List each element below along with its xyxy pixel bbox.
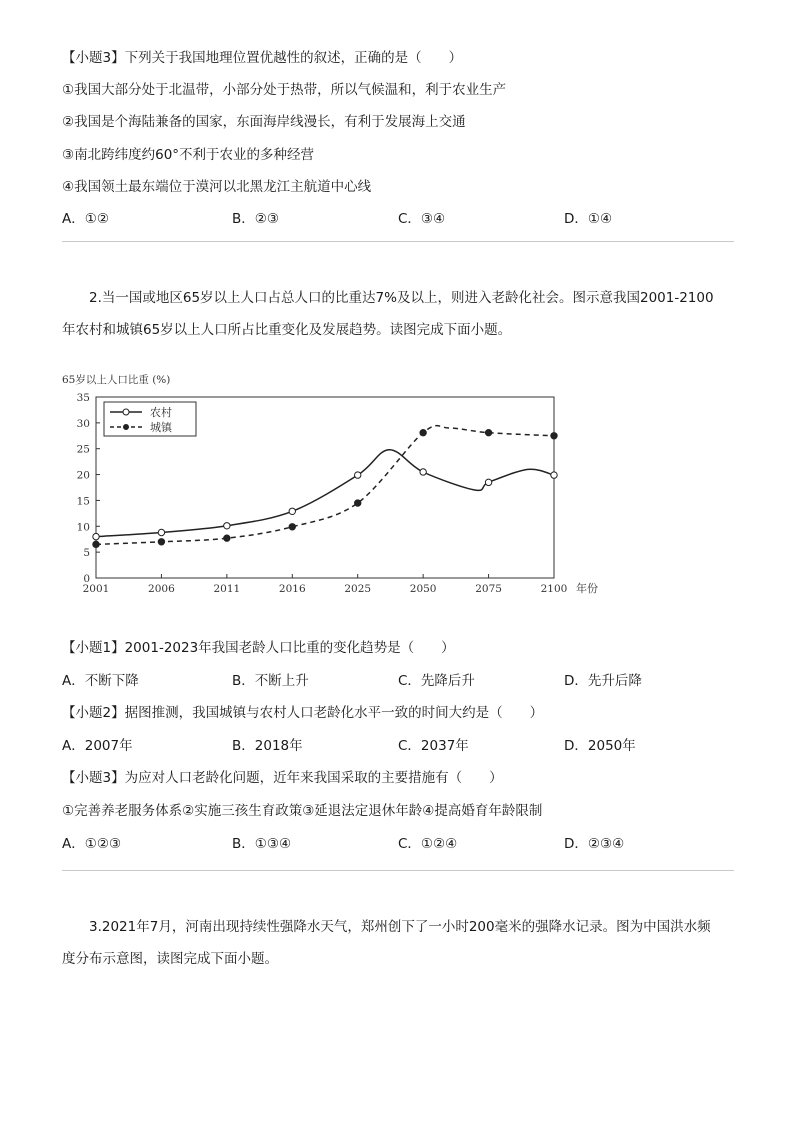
rural-series-line	[96, 450, 554, 537]
legend-urban-marker	[123, 424, 129, 430]
sub3-statements: ①完善养老服务体系②实施三孩生育政策③延退法定退休年龄④提高婚育年龄限制	[62, 803, 543, 819]
q2-intro-line1: 2.当一国或地区65岁以上人口占总人口的比重达7%及以上，则进入老龄化社会。图示意我国2001-2100	[89, 290, 714, 306]
legend-urban-label: 城镇	[150, 421, 172, 434]
rural-data-point	[551, 472, 557, 478]
q2-intro-line2: 年农村和城镇65岁以上人口所占比重变化及发展趋势。读图完成下面小题。	[62, 322, 512, 338]
statement-2: ②我国是个海陆兼备的国家，东面海岸线漫长，有利于发展海上交通	[62, 114, 466, 130]
statement-3: ③南北跨纬度约60°不利于农业的多种经营	[62, 147, 315, 163]
x-tick-label: 2016	[278, 583, 306, 595]
option-b[interactable]: B．②③	[232, 211, 279, 227]
y-tick-label: 20	[76, 469, 90, 482]
x-tick-label: 2006	[148, 583, 175, 595]
sub2-option-c[interactable]: C．2037年	[398, 738, 469, 754]
rural-data-point	[485, 479, 491, 485]
q3-intro-line1: 3.2021年7月，河南出现持续性强降水天气，郑州创下了一小时200毫米的强降水记录。图为中国洪水频	[89, 919, 711, 935]
sub3-option-c[interactable]: C．①②④	[398, 836, 458, 852]
x-tick-label: 2100	[540, 583, 568, 595]
legend	[104, 402, 196, 436]
legend-rural-label: 农村	[150, 406, 172, 419]
urban-data-point	[224, 535, 230, 541]
statement-4: ④我国领土最东端位于漠河以北黑龙江主航道中心线	[62, 179, 372, 195]
rural-data-point	[420, 469, 426, 475]
rural-data-point	[289, 508, 295, 514]
sub1-stem: 【小题1】2001-2023年我国老龄人口比重的变化趋势是（ ）	[62, 640, 455, 656]
y-axis-label: 65岁以上人口比重 (%)	[62, 374, 171, 386]
y-tick-label: 0	[83, 573, 90, 585]
rural-data-point	[224, 523, 230, 529]
x-tick-label: 2075	[475, 583, 502, 595]
x-tick-label: 2050	[409, 583, 437, 595]
sub3-option-b[interactable]: B．①③④	[232, 836, 292, 852]
statement-1: ①我国大部分处于北温带，小部分处于热带，所以气候温和，利于农业生产	[62, 82, 507, 98]
sub1-option-b[interactable]: B．不断上升	[232, 673, 309, 689]
rural-data-point	[355, 472, 361, 478]
option-d[interactable]: D．①④	[564, 211, 613, 227]
q3-intro-line2: 度分布示意图，读图完成下面小题。	[62, 951, 278, 967]
sub2-option-d[interactable]: D．2050年	[564, 738, 636, 754]
sub3-option-a[interactable]: A．①②③	[62, 836, 122, 852]
sub1-option-a[interactable]: A．不断下降	[62, 673, 139, 689]
sub2-option-b[interactable]: B．2018年	[232, 738, 303, 754]
y-tick-label: 30	[76, 417, 90, 430]
sub1-option-c[interactable]: C．先降后升	[398, 673, 475, 689]
urban-data-point	[485, 429, 491, 435]
option-a[interactable]: A．①②	[62, 211, 109, 227]
urban-data-point	[551, 433, 557, 439]
x-tick-label: 2025	[344, 583, 372, 595]
aging-population-line-chart	[58, 366, 618, 598]
option-c[interactable]: C．③④	[398, 211, 446, 227]
urban-data-point	[355, 500, 361, 506]
sub3-stem: 【小题3】为应对人口老龄化问题，近年来我国采取的主要措施有（ ）	[62, 770, 503, 786]
rural-data-point	[158, 529, 164, 535]
sub3-option-d[interactable]: D．②③④	[564, 836, 625, 852]
y-tick-label: 15	[76, 495, 90, 508]
sub2-option-a[interactable]: A．2007年	[62, 738, 133, 754]
y-tick-label: 35	[76, 392, 90, 404]
rural-data-point	[93, 533, 99, 539]
urban-data-point	[93, 541, 99, 547]
x-tick-label: 2011	[213, 583, 241, 595]
y-tick-label: 10	[76, 521, 90, 534]
urban-data-point	[289, 524, 295, 530]
y-tick-label: 5	[83, 547, 90, 560]
urban-data-point	[420, 429, 426, 435]
legend-rural-marker	[123, 409, 129, 415]
section-divider-2	[62, 870, 734, 871]
x-axis-label: 年份	[576, 582, 598, 595]
sub2-stem: 【小题2】据图推测，我国城镇与农村人口老龄化水平一致的时间大约是（ ）	[62, 705, 544, 721]
sub1-option-d[interactable]: D．先升后降	[564, 673, 642, 689]
section-divider	[62, 241, 734, 242]
y-tick-label: 25	[76, 443, 90, 456]
urban-data-point	[158, 539, 164, 545]
x-tick-label: 2001	[82, 583, 110, 595]
q-stem-location-advantage: 【小题3】下列关于我国地理位置优越性的叙述，正确的是（ ）	[62, 50, 463, 66]
